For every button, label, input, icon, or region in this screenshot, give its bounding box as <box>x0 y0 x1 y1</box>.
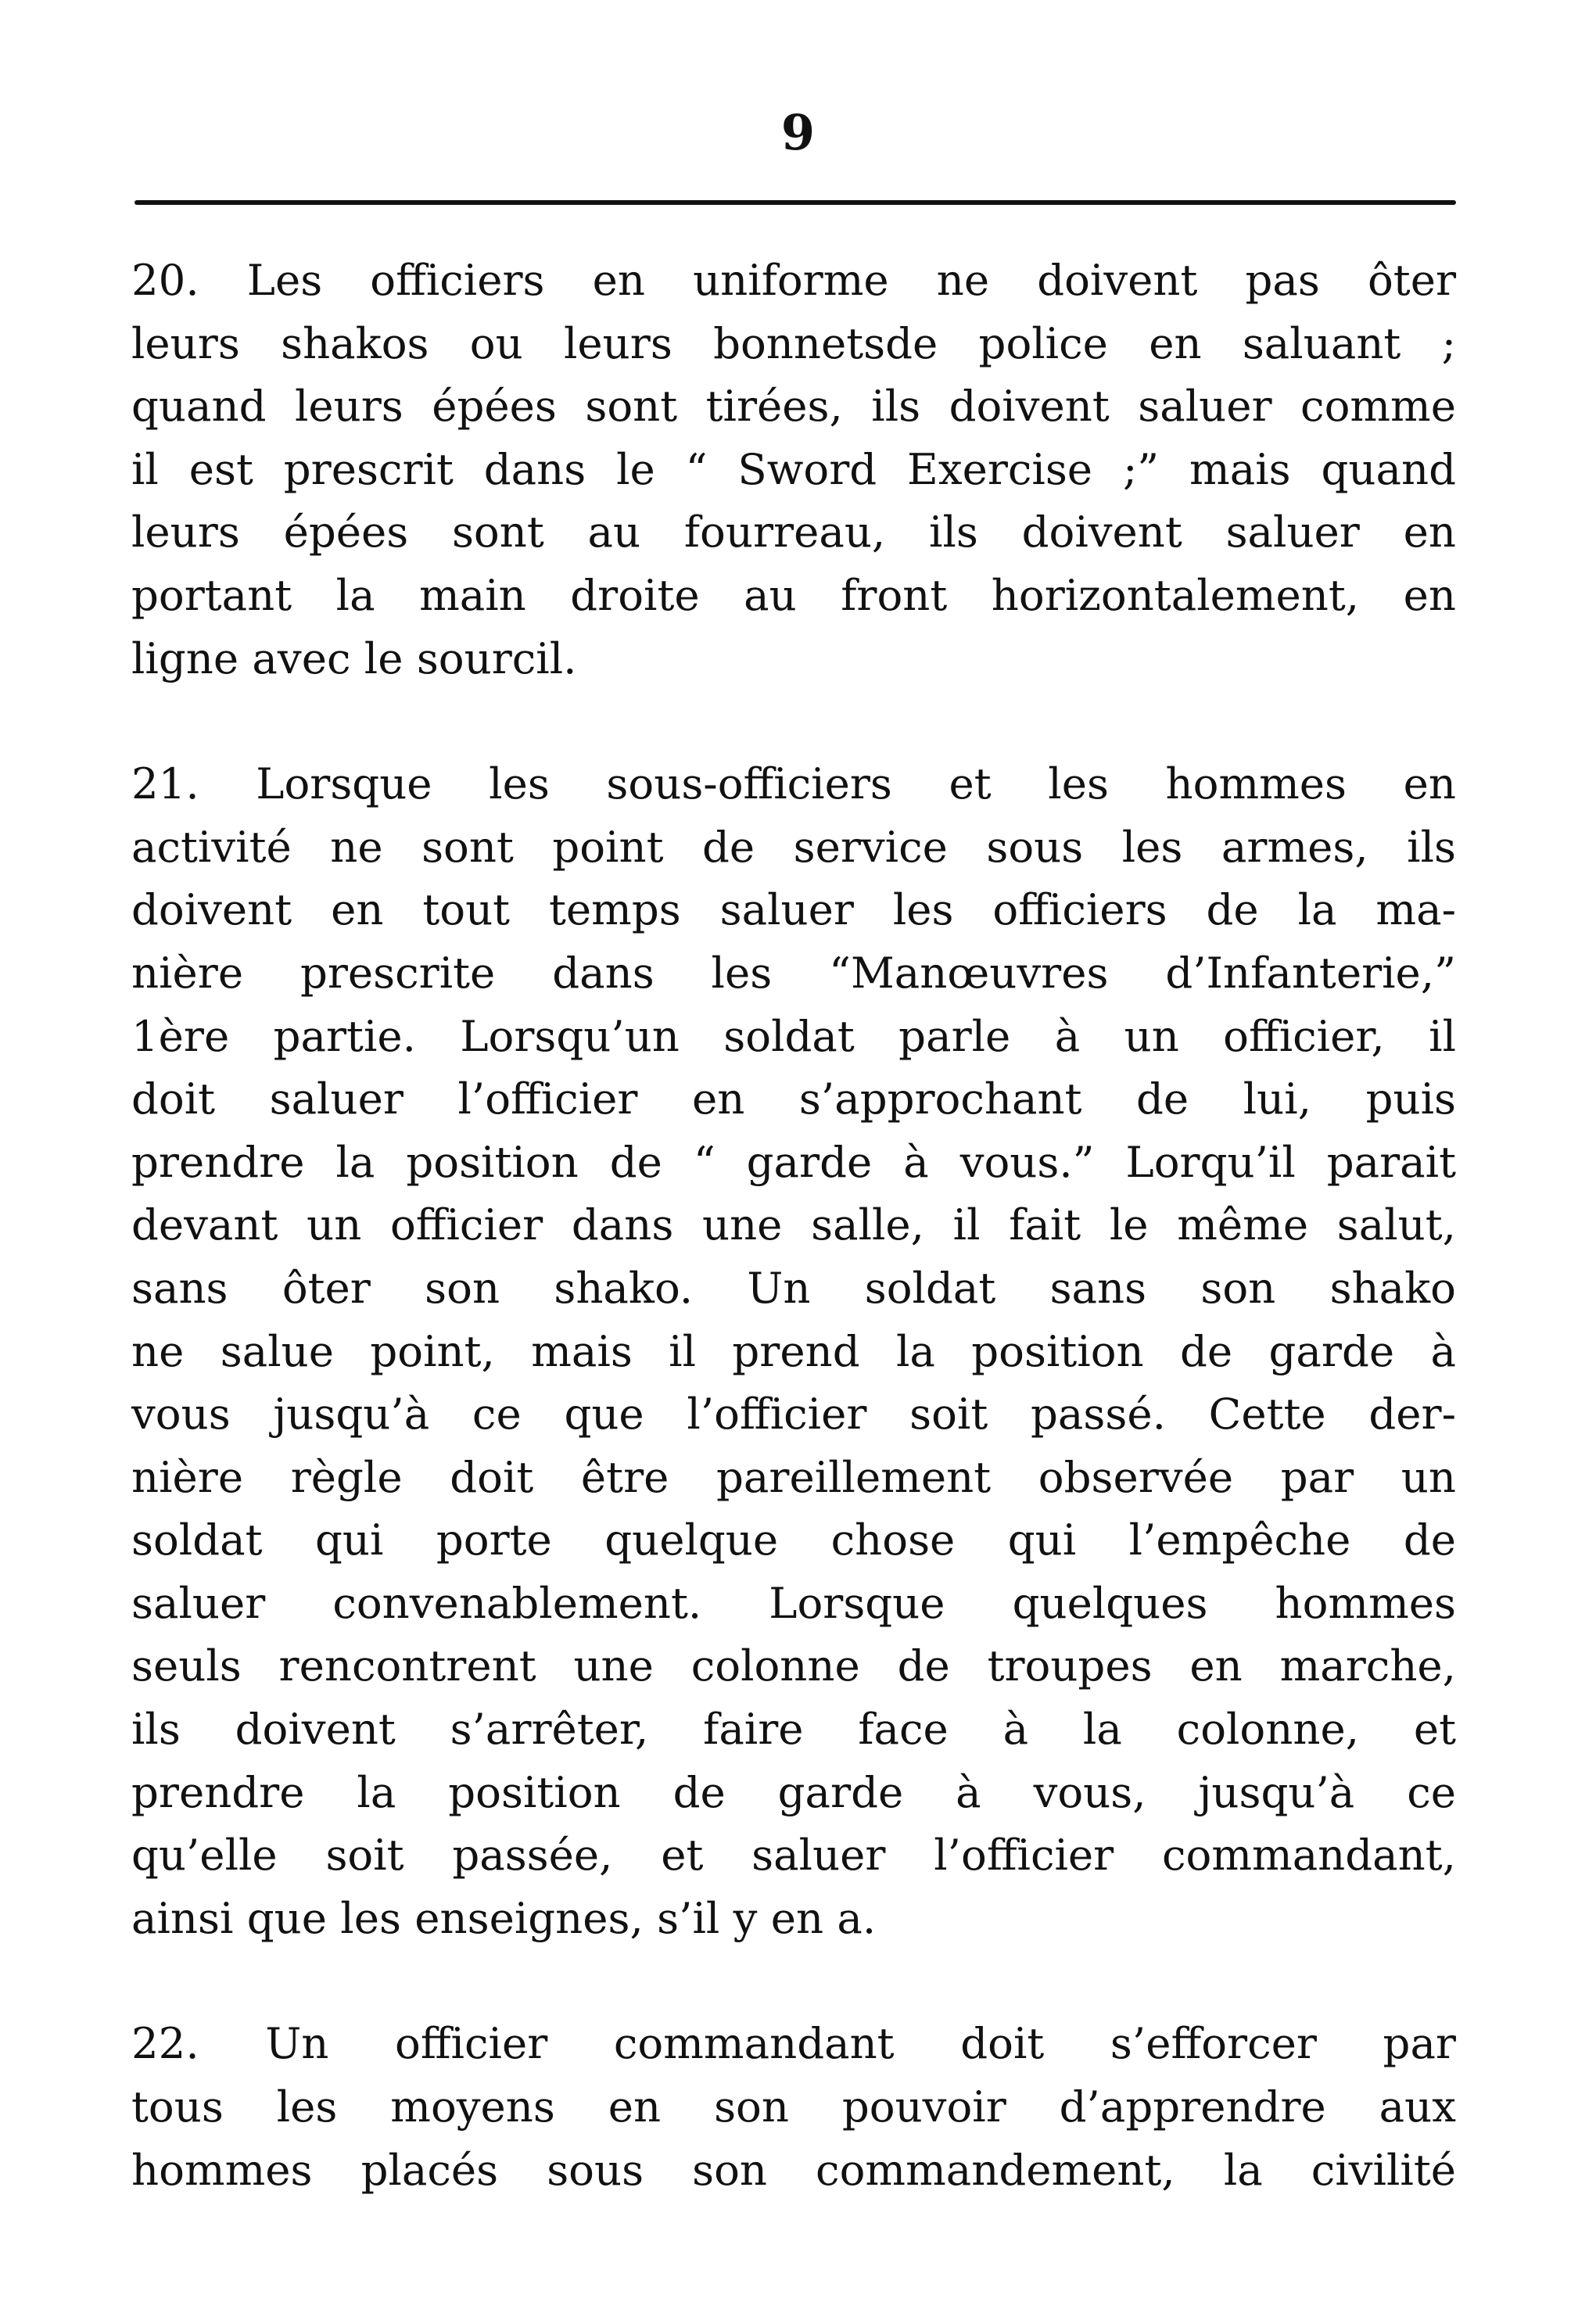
text-line: vous jusqu’à ce que l’officier soit passé. Cette der- <box>131 1389 1456 1440</box>
paragraph-22 <box>131 2012 1456 2201</box>
text-line: portant la main droite au front horizontalement, en <box>131 569 1456 620</box>
text-line: 1ère partie. Lorsqu’un soldat parle à un officier, il <box>131 1010 1456 1061</box>
text-line: il est prescrit dans le “ Sword Exercise ;” mais quand <box>131 443 1456 494</box>
header-rule <box>134 200 1456 205</box>
text-line: doit saluer l’officier en s’approchant de lui, puis <box>131 1074 1456 1124</box>
text-line: 21. Lorsque les sous-officiers et les hommes en <box>131 758 1456 809</box>
body-text <box>131 249 1456 2264</box>
text-line: seuls rencontrent une colonne de troupes en marche, <box>131 1640 1456 1691</box>
paragraph-20 <box>131 249 1456 690</box>
text-line: ils doivent s’arrêter, faire face à la colonne, et <box>131 1704 1456 1755</box>
text-line: hommes placés sous son commandement, la civilité <box>131 2144 1456 2195</box>
text-line: activité ne sont point de service sous les armes, ils <box>131 821 1456 872</box>
text-line: ne salue point, mais il prend la position de garde à <box>131 1325 1456 1376</box>
text-line: prendre la position de garde à vous, jusqu’à ce <box>131 1766 1456 1817</box>
text-line: ainsi que les enseignes, s’il y en a. <box>131 1892 877 1943</box>
paragraph-21 <box>131 752 1456 1949</box>
text-line: devant un officier dans une salle, il fait le même salut, <box>131 1199 1456 1250</box>
text-line: 20. Les officiers en uniforme ne doivent pas ôter <box>131 255 1456 305</box>
text-line: soldat qui porte quelque chose qui l’empêche de <box>131 1515 1456 1565</box>
text-line: leurs épées sont au fourreau, ils doivent saluer en <box>131 507 1456 558</box>
text-line: 22. Un officier commandant doit s’efforcer par <box>131 2018 1456 2069</box>
text-line: nière prescrite dans les “Manœuvres d’Infanterie,” <box>131 947 1456 998</box>
text-line: saluer convenablement. Lorsque quelques hommes <box>131 1577 1456 1628</box>
text-line: leurs shakos ou leurs bonnetsde police en saluant ; <box>131 317 1456 368</box>
text-line: quand leurs épées sont tirées, ils doivent saluer comme <box>131 381 1456 432</box>
text-line: qu’elle soit passée, et saluer l’officier commandant, <box>131 1830 1456 1881</box>
text-line: doivent en tout temps saluer les officiers de la ma- <box>131 884 1456 935</box>
text-line: ligne avec le sourcil. <box>131 633 577 683</box>
text-line: tous les moyens en son pouvoir d’apprendre aux <box>131 2082 1456 2132</box>
text-line: sans ôter son shako. Un soldat sans son shako <box>131 1262 1456 1313</box>
text-line: nière règle doit être pareillement observée par un <box>131 1451 1456 1502</box>
text-line: prendre la position de “ garde à vous.” Lorqu’il parait <box>131 1136 1456 1187</box>
page-number: 9 <box>780 104 816 161</box>
